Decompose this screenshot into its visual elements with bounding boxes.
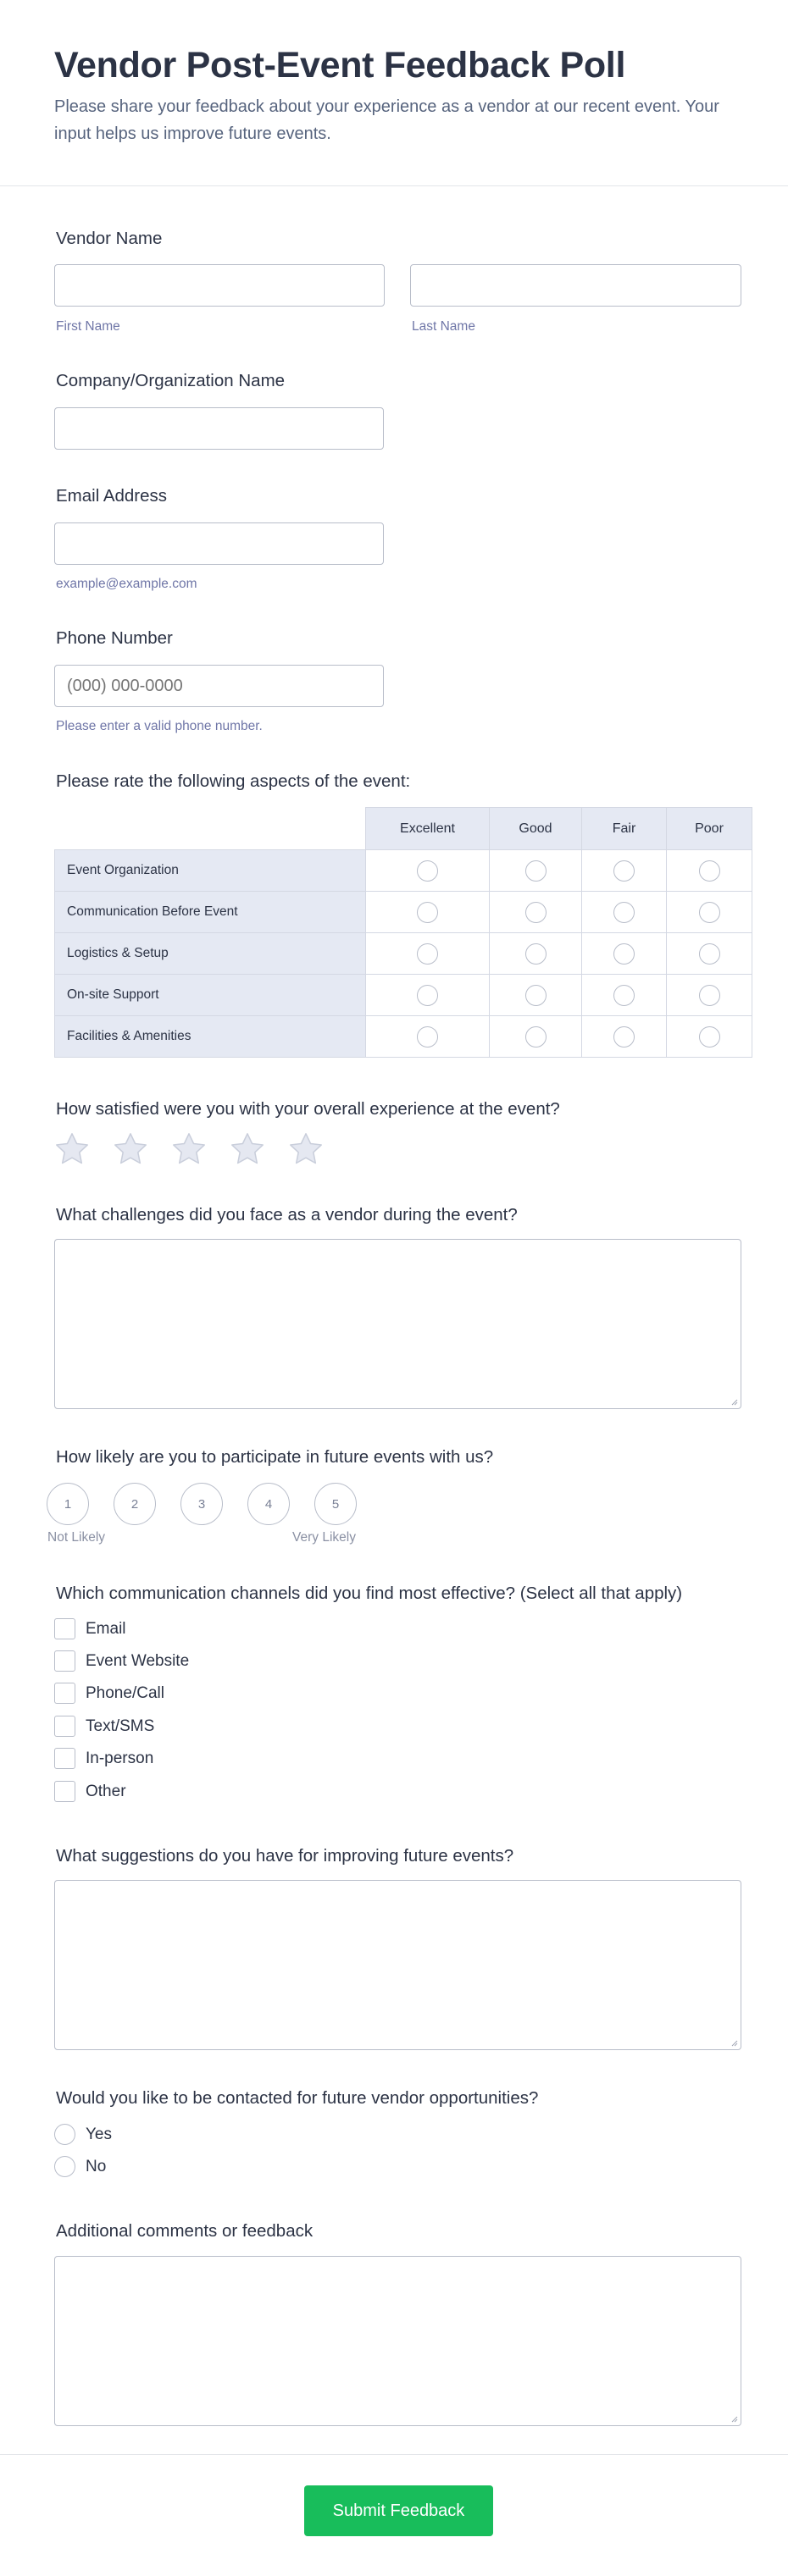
option-label: In-person bbox=[86, 1749, 154, 1767]
radio-button[interactable] bbox=[54, 2124, 75, 2145]
option-label: Other bbox=[86, 1782, 126, 1800]
matrix-radio[interactable] bbox=[525, 902, 547, 923]
channel-option[interactable] bbox=[54, 1748, 153, 1769]
phone-input[interactable] bbox=[54, 665, 384, 707]
star-icon[interactable] bbox=[169, 1130, 208, 1169]
matrix-row bbox=[55, 892, 752, 933]
matrix-row bbox=[55, 933, 752, 975]
checkbox[interactable] bbox=[54, 1716, 75, 1737]
first-name-sublabel: First Name bbox=[56, 319, 120, 334]
first-name-input[interactable] bbox=[54, 264, 385, 307]
matrix-radio[interactable] bbox=[525, 860, 547, 882]
challenges-textarea[interactable] bbox=[54, 1239, 741, 1409]
matrix-row-label: On-site Support bbox=[55, 975, 366, 1016]
challenges-label: What challenges did you face as a vendor during the event? bbox=[56, 1205, 518, 1224]
matrix-row-label: Event Organization bbox=[55, 850, 366, 892]
scale-low-label: Not Likely bbox=[47, 1530, 106, 1545]
matrix-col-header: Poor bbox=[667, 808, 752, 850]
checkbox[interactable] bbox=[54, 1781, 75, 1802]
form-title: Vendor Post-Event Feedback Poll bbox=[54, 45, 626, 86]
matrix-radio[interactable] bbox=[613, 902, 635, 923]
matrix-radio[interactable] bbox=[525, 1026, 547, 1048]
matrix-col-header: Excellent bbox=[366, 808, 490, 850]
resize-handle-icon[interactable] bbox=[730, 1397, 738, 1406]
checkbox[interactable] bbox=[54, 1683, 75, 1704]
matrix-radio[interactable] bbox=[525, 985, 547, 1006]
matrix-radio[interactable] bbox=[613, 860, 635, 882]
matrix-row-label: Facilities & Amenities bbox=[55, 1016, 366, 1058]
phone-sublabel: Please enter a valid phone number. bbox=[56, 719, 263, 733]
matrix-radio[interactable] bbox=[417, 902, 438, 923]
matrix-row bbox=[55, 1016, 752, 1058]
matrix-radio[interactable] bbox=[699, 902, 720, 923]
vendor-name-label: Vendor Name bbox=[56, 229, 163, 248]
scale-option[interactable]: 3 bbox=[180, 1483, 223, 1525]
option-label: No bbox=[86, 2157, 107, 2175]
company-label: Company/Organization Name bbox=[56, 371, 286, 390]
matrix-label: Please rate the following aspects of the event: bbox=[56, 771, 411, 791]
channel-option[interactable] bbox=[54, 1781, 126, 1802]
star-icon[interactable] bbox=[286, 1130, 325, 1169]
resize-handle-icon[interactable] bbox=[730, 2414, 738, 2423]
channel-option[interactable] bbox=[54, 1716, 154, 1737]
channel-option[interactable] bbox=[54, 1650, 189, 1672]
resize-handle-icon[interactable] bbox=[730, 2038, 738, 2047]
submit-button[interactable]: Submit Feedback bbox=[304, 2485, 493, 2536]
scale-option[interactable]: 5 bbox=[314, 1483, 357, 1525]
matrix-radio[interactable] bbox=[417, 860, 438, 882]
matrix-row bbox=[55, 850, 752, 892]
matrix-radio[interactable] bbox=[613, 943, 635, 965]
comments-textarea[interactable] bbox=[54, 2256, 741, 2426]
matrix-radio[interactable] bbox=[417, 943, 438, 965]
matrix-col-header: Good bbox=[490, 808, 582, 850]
star-icon[interactable] bbox=[53, 1130, 92, 1169]
matrix-radio[interactable] bbox=[417, 985, 438, 1006]
matrix-radio[interactable] bbox=[417, 1026, 438, 1048]
checkbox[interactable] bbox=[54, 1650, 75, 1672]
option-label: Yes bbox=[86, 2125, 112, 2143]
channel-option[interactable] bbox=[54, 1618, 126, 1639]
scale-high-label: Very Likely bbox=[292, 1530, 356, 1545]
contact-option[interactable] bbox=[54, 2156, 106, 2177]
matrix-radio[interactable] bbox=[699, 943, 720, 965]
contact-label: Would you like to be contacted for future vendor opportunities? bbox=[56, 2088, 539, 2108]
matrix-radio[interactable] bbox=[613, 985, 635, 1006]
scale-option[interactable]: 2 bbox=[114, 1483, 156, 1525]
option-label: Text/SMS bbox=[86, 1716, 155, 1735]
star-rating bbox=[53, 1130, 345, 1169]
option-label: Phone/Call bbox=[86, 1683, 164, 1702]
form-footer bbox=[0, 2454, 788, 2576]
email-input[interactable] bbox=[54, 522, 384, 565]
star-icon[interactable] bbox=[228, 1130, 267, 1169]
likelihood-label: How likely are you to participate in future events with us? bbox=[56, 1447, 494, 1467]
email-label: Email Address bbox=[56, 486, 168, 506]
email-sublabel: example@example.com bbox=[56, 577, 197, 591]
suggestions-label: What suggestions do you have for improving future events? bbox=[56, 1846, 514, 1866]
rating-matrix bbox=[54, 807, 752, 1058]
matrix-radio[interactable] bbox=[699, 985, 720, 1006]
matrix-radio[interactable] bbox=[525, 943, 547, 965]
matrix-col-header: Fair bbox=[582, 808, 667, 850]
form-header bbox=[0, 0, 788, 186]
channels-label: Which communication channels did you find most effective? (Select all that apply) bbox=[56, 1584, 683, 1603]
option-label: Event Website bbox=[86, 1651, 190, 1670]
form-subtitle: Please share your feedback about your experience as a vendor at our recent event. Your input helps us improve future events. bbox=[54, 97, 719, 143]
matrix-corner bbox=[55, 808, 366, 850]
likelihood-scale bbox=[47, 1483, 381, 1525]
satisfaction-label: How satisfied were you with your overall experience at the event? bbox=[56, 1099, 560, 1119]
matrix-row-label: Communication Before Event bbox=[55, 892, 366, 933]
star-icon[interactable] bbox=[111, 1130, 150, 1169]
radio-button[interactable] bbox=[54, 2156, 75, 2177]
matrix-row bbox=[55, 975, 752, 1016]
last-name-sublabel: Last Name bbox=[412, 319, 475, 334]
comments-label: Additional comments or feedback bbox=[56, 2221, 314, 2241]
matrix-radio[interactable] bbox=[613, 1026, 635, 1048]
suggestions-textarea[interactable] bbox=[54, 1880, 741, 2050]
checkbox[interactable] bbox=[54, 1748, 75, 1769]
option-label: Email bbox=[86, 1619, 126, 1638]
matrix-row-label: Logistics & Setup bbox=[55, 933, 366, 975]
matrix-radio[interactable] bbox=[699, 860, 720, 882]
scale-option[interactable]: 4 bbox=[247, 1483, 290, 1525]
contact-option[interactable] bbox=[54, 2124, 112, 2145]
checkbox[interactable] bbox=[54, 1618, 75, 1639]
scale-option[interactable]: 1 bbox=[47, 1483, 89, 1525]
channel-option[interactable] bbox=[54, 1683, 164, 1704]
last-name-input[interactable] bbox=[410, 264, 741, 307]
matrix-radio[interactable] bbox=[699, 1026, 720, 1048]
company-input[interactable] bbox=[54, 407, 384, 450]
phone-label: Phone Number bbox=[56, 628, 173, 648]
